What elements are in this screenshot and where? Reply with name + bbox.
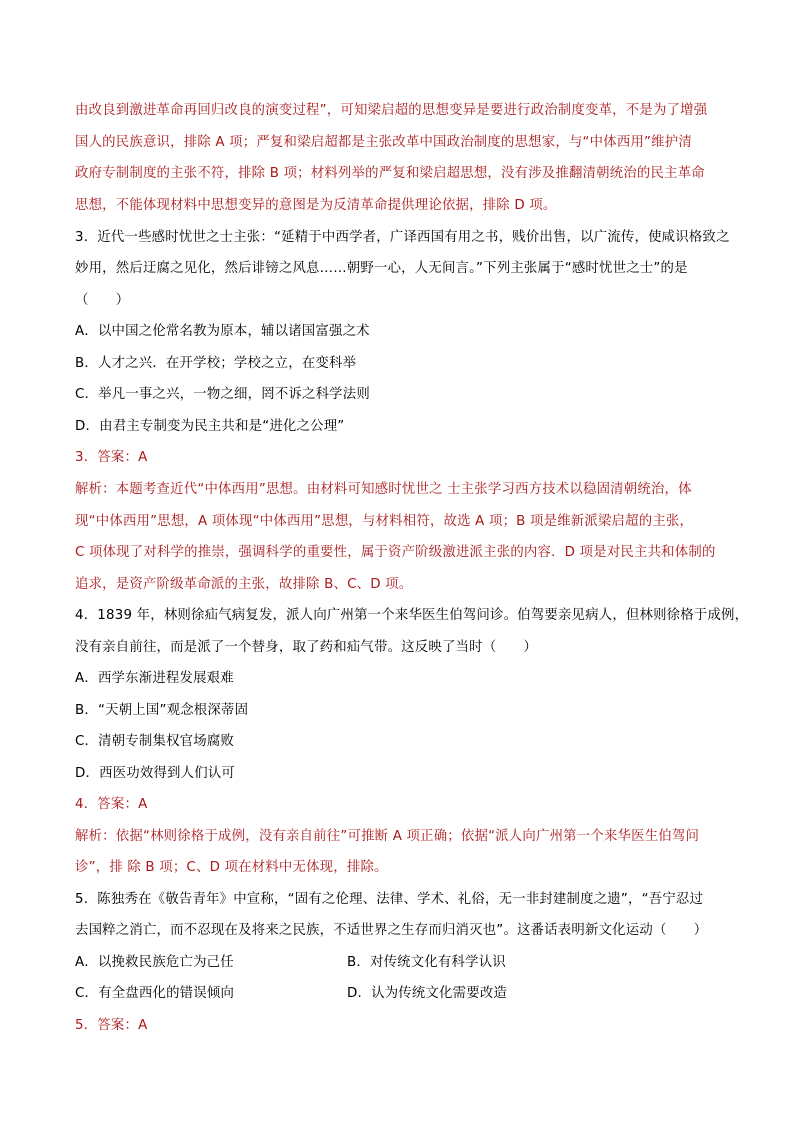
q3-analysis-line-3: C 项体现了对科学的推崇，强调科学的重要性，属于资产阶级激进派主张的内容．D 项是对民主共和体制的 (75, 545, 716, 560)
q3-option-c: C．举凡一事之兴，一物之细，罔不诉之科学法则 (75, 387, 370, 402)
q4-analysis-line-1: 解析：依据“林则徐格于成例，没有亲自前往”可推断 A 项正确；依据“派人向广州第一个来华医生伯驾问 (75, 829, 700, 844)
q5-option-b: B．对传统文化有科学认识 (347, 955, 506, 970)
q3-analysis-line-2: 现“中体西用”思想，A 项体现“中体西用”思想，与材料相符，故选 A 项；B 项是维新派梁启超的主张， (75, 514, 694, 529)
q4-option-d: D．西医功效得到人们认可 (75, 766, 236, 781)
q3-answer: 3．答案：A (75, 450, 148, 465)
q4-analysis-line-2: 诊”，排 除 B 项；C、D 项在材料中无体现，排除。 (75, 860, 388, 875)
q5-answer: 5．答案：A (75, 1018, 148, 1033)
prev-analysis-line-4: 思想，不能体现材料中思想变异的意图是为反清革命提供理论依据，排除 D 项。 (75, 198, 557, 213)
q5-option-a: A．以挽救民族危亡为己任 (75, 955, 234, 970)
q3-option-d: D．由君主专制变为民主共和是“进化之公理” (75, 419, 345, 434)
q5-stem-line-1: 5．陈独秀在《敬告青年》中宣称，“固有之伦理、法律、学术、礼俗，无一非封建制度之遗”，“吾宁忍过 (75, 892, 704, 907)
q4-answer: 4．答案：A (75, 797, 148, 812)
q3-stem-line-3: （ ） (75, 293, 130, 308)
q5-option-row-1 (75, 953, 234, 973)
q4-stem-line-1: 4．1839 年，林则徐疝气病复发，派人向广州第一个来华医生伯驾问诊。伯驾要亲见病人，但林则徐格于成例， (75, 608, 749, 623)
q4-option-b: B．“天朝上国”观念根深蒂固 (75, 703, 249, 718)
q3-analysis-line-4: 追求，是资产阶级革命派的主张，故排除 B、C、D 项。 (75, 577, 413, 592)
q4-stem-line-2: 没有亲自前往，而是派了一个替身，取了药和疝气带。这反映了当时（ ） (75, 640, 538, 655)
q3-stem-line-2: 妙用，然后迂腐之见化，然后诽镑之风息……朝野一心，人无间言。”下列主张属于“感时忧世之士”的是 (75, 261, 688, 276)
q3-analysis-line-1: 解析：本题考查近代“中体西用”思想。由材料可知感时忧世之 士主张学习西方技术以稳固清朝统治，体 (75, 482, 692, 497)
prev-analysis-line-2: 国人的民族意识，排除 A 项；严复和梁启超都是主张改革中国政治制度的思想家，与“中体西用”维护清 (75, 135, 692, 150)
q5-stem-line-2: 去国粹之消亡，而不忍现在及将来之民族，不适世界之生存而归消灭也”。这番话表明新文化运动（ ） (75, 923, 708, 938)
q3-option-a: A．以中国之伦常名教为原本，辅以诸国富强之术 (75, 324, 370, 339)
q4-option-c: C．清朝专制集权官场腐败 (75, 734, 235, 749)
prev-analysis-line-3: 政府专制制度的主张不符，排除 B 项；材料列举的严复和梁启超思想，没有涉及推翻清朝统治的民主革命 (75, 166, 705, 181)
q4-option-a: A．西学东渐进程发展艰难 (75, 671, 234, 686)
q3-stem-line-1: 3．近代一些感时忧世之士主张：“延精于中西学者，广译西国有用之书，贱价出售，以广流传，使咸识格致之 (75, 230, 730, 245)
q5-option-c: C．有全盘西化的错误倾向 (75, 986, 235, 1001)
q3-option-b: B．人才之兴．在开学校；学校之立，在变科举 (75, 356, 357, 371)
q5-option-row-2 (75, 984, 234, 1004)
prev-analysis-line-1: 由改良到激进革命再回归改良的演变过程”，可知梁启超的思想变异是要进行政治制度变革，不是为了增强 (75, 103, 708, 118)
q5-option-d: D．认为传统文化需要改造 (347, 986, 508, 1001)
